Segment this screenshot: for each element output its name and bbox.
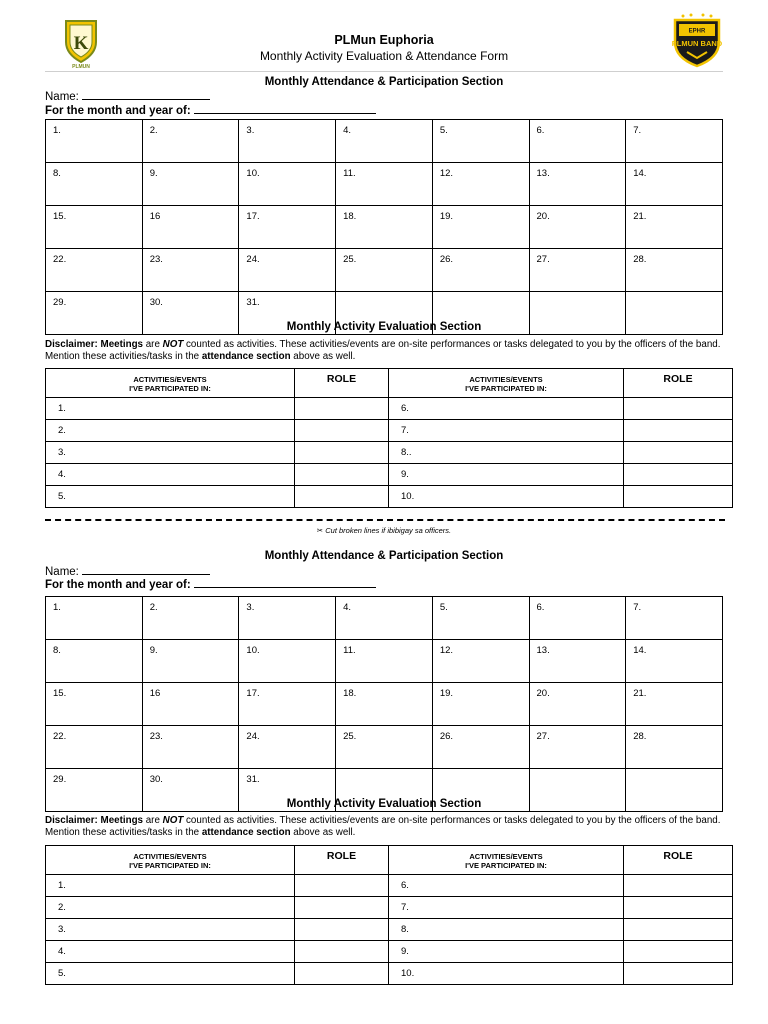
header-divider xyxy=(45,71,723,72)
calendar-week-row xyxy=(46,249,723,292)
day-cell[interactable]: 19. xyxy=(432,206,529,249)
day-cell[interactable]: 8. xyxy=(46,163,143,206)
activity-row xyxy=(46,398,733,420)
activity-row xyxy=(46,442,733,464)
evaluation-section-title: Monthly Activity Evaluation Section xyxy=(286,798,482,810)
activity-cell[interactable]: 6. xyxy=(389,398,624,420)
day-cell[interactable]: 1. xyxy=(46,597,143,640)
day-cell[interactable]: 10. xyxy=(239,163,336,206)
attendance-section-title: Monthly Attendance & Participation Section xyxy=(264,76,504,88)
role-column-header: ROLE xyxy=(624,846,733,875)
activity-row xyxy=(46,486,733,508)
day-cell[interactable]: 8. xyxy=(46,640,143,683)
role-cell[interactable] xyxy=(295,486,389,508)
day-cell[interactable]: 17. xyxy=(239,683,336,726)
role-cell[interactable] xyxy=(624,442,733,464)
day-cell[interactable]: 16 xyxy=(142,683,239,726)
activity-cell[interactable]: 3. xyxy=(46,442,295,464)
day-cell[interactable]: 31. xyxy=(239,769,336,812)
day-cell[interactable]: 7. xyxy=(626,120,723,163)
month-year-field[interactable] xyxy=(45,577,376,591)
calendar-week-row xyxy=(46,640,723,683)
attendance-calendar xyxy=(45,596,723,812)
role-column-header: ROLE xyxy=(295,369,389,398)
activity-cell[interactable]: 2. xyxy=(46,420,295,442)
day-cell[interactable]: 17. xyxy=(239,206,336,249)
day-cell[interactable]: 5. xyxy=(432,120,529,163)
day-cell[interactable]: 6. xyxy=(529,120,626,163)
role-column-header: ROLE xyxy=(295,846,389,875)
role-cell[interactable] xyxy=(624,875,733,897)
day-cell[interactable]: 21. xyxy=(626,683,723,726)
disclaimer-text: Disclaimer: Meetings are NOT counted as activities. These activities/events are on-site performances or tasks delegated to you by the officers of the band. Mention these activities/tasks in the attendance section above as well. xyxy=(45,815,721,838)
day-cell[interactable]: 12. xyxy=(432,163,529,206)
form-title: Monthly Activity Evaluation & Attendance Form xyxy=(259,49,509,63)
name-label: Name: xyxy=(45,566,79,578)
day-cell[interactable]: 12. xyxy=(432,640,529,683)
activity-cell[interactable]: 2. xyxy=(46,897,295,919)
day-cell[interactable]: 31. xyxy=(239,292,336,335)
activities-column-header: ACTIVITIES/EVENTS I'VE PARTICIPATED IN: xyxy=(389,369,624,398)
day-cell[interactable]: 28. xyxy=(626,726,723,769)
day-cell[interactable]: 13. xyxy=(529,640,626,683)
calendar-week-row xyxy=(46,120,723,163)
day-cell[interactable]: 26. xyxy=(432,726,529,769)
day-cell[interactable]: 10. xyxy=(239,640,336,683)
day-cell[interactable]: 2. xyxy=(142,120,239,163)
calendar-week-row xyxy=(46,683,723,726)
day-cell[interactable]: 30. xyxy=(142,769,239,812)
role-cell[interactable] xyxy=(624,398,733,420)
day-cell[interactable]: 22. xyxy=(46,249,143,292)
evaluation-section-title: Monthly Activity Evaluation Section xyxy=(286,321,482,333)
activity-cell[interactable]: 10. xyxy=(389,963,624,985)
day-cell[interactable]: 23. xyxy=(142,249,239,292)
month-year-label: For the month and year of: xyxy=(45,105,191,117)
activity-row xyxy=(46,963,733,985)
day-cell[interactable]: 11. xyxy=(336,640,433,683)
name-label: Name: xyxy=(45,91,79,103)
attendance-section-title: Monthly Attendance & Participation Section xyxy=(264,550,504,562)
disclaimer-text: Disclaimer: Meetings are NOT counted as activities. These activities/events are on-site performances or tasks delegated to you by the officers of the band. Mention these activities/tasks in the attendance section above as well. xyxy=(45,339,721,362)
day-cell[interactable]: 4. xyxy=(336,120,433,163)
name-blank[interactable] xyxy=(82,89,210,100)
calendar-week-row xyxy=(46,726,723,769)
activity-cell[interactable]: 1. xyxy=(46,875,295,897)
activity-cell[interactable]: 5. xyxy=(46,486,295,508)
activity-cell[interactable]: 1. xyxy=(46,398,295,420)
day-cell[interactable]: 19. xyxy=(432,683,529,726)
activity-row xyxy=(46,941,733,963)
month-year-field[interactable] xyxy=(45,103,376,117)
day-cell[interactable]: 24. xyxy=(239,249,336,292)
role-cell[interactable] xyxy=(295,464,389,486)
day-cell[interactable]: 27. xyxy=(529,726,626,769)
day-cell[interactable]: 13. xyxy=(529,163,626,206)
activity-row xyxy=(46,464,733,486)
role-cell[interactable] xyxy=(295,442,389,464)
activity-row xyxy=(46,919,733,941)
svg-text:EPHR: EPHR xyxy=(688,28,706,35)
day-cell[interactable]: 9. xyxy=(142,640,239,683)
name-field[interactable] xyxy=(45,89,210,103)
role-cell[interactable] xyxy=(295,875,389,897)
role-column-header: ROLE xyxy=(624,369,733,398)
role-cell[interactable] xyxy=(624,919,733,941)
day-cell[interactable]: 21. xyxy=(626,206,723,249)
activity-cell[interactable]: 4. xyxy=(46,941,295,963)
calendar-week-row xyxy=(46,597,723,640)
svg-text:PLMUN: PLMUN xyxy=(72,64,90,70)
cut-note: ✂ Cut broken lines if ibibigay sa officers. xyxy=(316,526,452,535)
role-cell[interactable] xyxy=(295,897,389,919)
day-cell[interactable]: 7. xyxy=(626,597,723,640)
day-cell[interactable]: 28. xyxy=(626,249,723,292)
role-cell[interactable] xyxy=(295,398,389,420)
day-cell[interactable]: 25. xyxy=(336,249,433,292)
activity-row xyxy=(46,875,733,897)
activities-table xyxy=(45,845,733,985)
activity-cell[interactable]: 10. xyxy=(389,486,624,508)
activity-cell[interactable]: 8.. xyxy=(389,442,624,464)
role-cell[interactable] xyxy=(295,941,389,963)
day-cell[interactable]: 14. xyxy=(626,640,723,683)
name-field[interactable] xyxy=(45,564,210,578)
day-cell[interactable]: 23. xyxy=(142,726,239,769)
role-cell[interactable] xyxy=(295,963,389,985)
role-cell[interactable] xyxy=(624,486,733,508)
day-cell[interactable]: 15. xyxy=(46,206,143,249)
role-cell[interactable] xyxy=(624,464,733,486)
name-blank[interactable] xyxy=(82,564,210,575)
day-cell[interactable]: 25. xyxy=(336,726,433,769)
day-cell[interactable]: 16 xyxy=(142,206,239,249)
day-cell[interactable]: 26. xyxy=(432,249,529,292)
activity-cell[interactable]: 7. xyxy=(389,897,624,919)
activity-cell[interactable]: 7. xyxy=(389,420,624,442)
page-header xyxy=(0,0,768,72)
day-cell[interactable]: 9. xyxy=(142,163,239,206)
activity-row xyxy=(46,420,733,442)
activity-cell[interactable]: 3. xyxy=(46,919,295,941)
calendar-week-row xyxy=(46,163,723,206)
day-cell[interactable]: 14. xyxy=(626,163,723,206)
day-cell[interactable]: 20. xyxy=(529,683,626,726)
day-cell[interactable]: 11. xyxy=(336,163,433,206)
day-cell[interactable]: 29. xyxy=(46,769,143,812)
month-year-blank[interactable] xyxy=(194,103,376,114)
day-cell[interactable]: 30. xyxy=(142,292,239,335)
day-cell[interactable]: 3. xyxy=(239,597,336,640)
calendar-week-row xyxy=(46,206,723,249)
activities-header-row xyxy=(46,369,733,398)
activities-column-header: ACTIVITIES/EVENTS I'VE PARTICIPATED IN: xyxy=(46,846,295,875)
day-cell[interactable]: 6. xyxy=(529,597,626,640)
month-year-blank[interactable] xyxy=(194,577,376,588)
svg-text:PLMUN BAND: PLMUN BAND xyxy=(671,39,723,48)
role-cell[interactable] xyxy=(624,897,733,919)
day-cell[interactable]: 27. xyxy=(529,249,626,292)
day-cell[interactable]: 15. xyxy=(46,683,143,726)
day-cell[interactable]: 4. xyxy=(336,597,433,640)
role-cell[interactable] xyxy=(295,919,389,941)
org-name: PLMun Euphoria xyxy=(334,33,434,47)
day-cell[interactable]: 1. xyxy=(46,120,143,163)
activity-cell[interactable]: 9. xyxy=(389,464,624,486)
svg-text:K: K xyxy=(73,33,89,54)
activity-cell[interactable]: 8. xyxy=(389,919,624,941)
day-cell[interactable]: 22. xyxy=(46,726,143,769)
role-cell[interactable] xyxy=(624,963,733,985)
activity-row xyxy=(46,897,733,919)
day-cell[interactable]: 2. xyxy=(142,597,239,640)
cut-line xyxy=(45,519,725,521)
role-cell[interactable] xyxy=(624,420,733,442)
activity-cell[interactable]: 6. xyxy=(389,875,624,897)
role-cell[interactable] xyxy=(295,420,389,442)
activity-cell[interactable]: 4. xyxy=(46,464,295,486)
day-cell[interactable]: 29. xyxy=(46,292,143,335)
attendance-calendar xyxy=(45,119,723,335)
day-cell[interactable]: 24. xyxy=(239,726,336,769)
activity-cell[interactable]: 9. xyxy=(389,941,624,963)
day-cell[interactable]: 20. xyxy=(529,206,626,249)
day-cell[interactable]: 18. xyxy=(336,683,433,726)
day-cell[interactable]: 3. xyxy=(239,120,336,163)
day-cell[interactable]: 5. xyxy=(432,597,529,640)
activities-column-header: ACTIVITIES/EVENTS I'VE PARTICIPATED IN: xyxy=(389,846,624,875)
month-year-label: For the month and year of: xyxy=(45,579,191,591)
activity-cell[interactable]: 5. xyxy=(46,963,295,985)
activities-column-header: ACTIVITIES/EVENTS I'VE PARTICIPATED IN: xyxy=(46,369,295,398)
activities-header-row xyxy=(46,846,733,875)
role-cell[interactable] xyxy=(624,941,733,963)
day-cell[interactable]: 18. xyxy=(336,206,433,249)
activities-table xyxy=(45,368,733,508)
